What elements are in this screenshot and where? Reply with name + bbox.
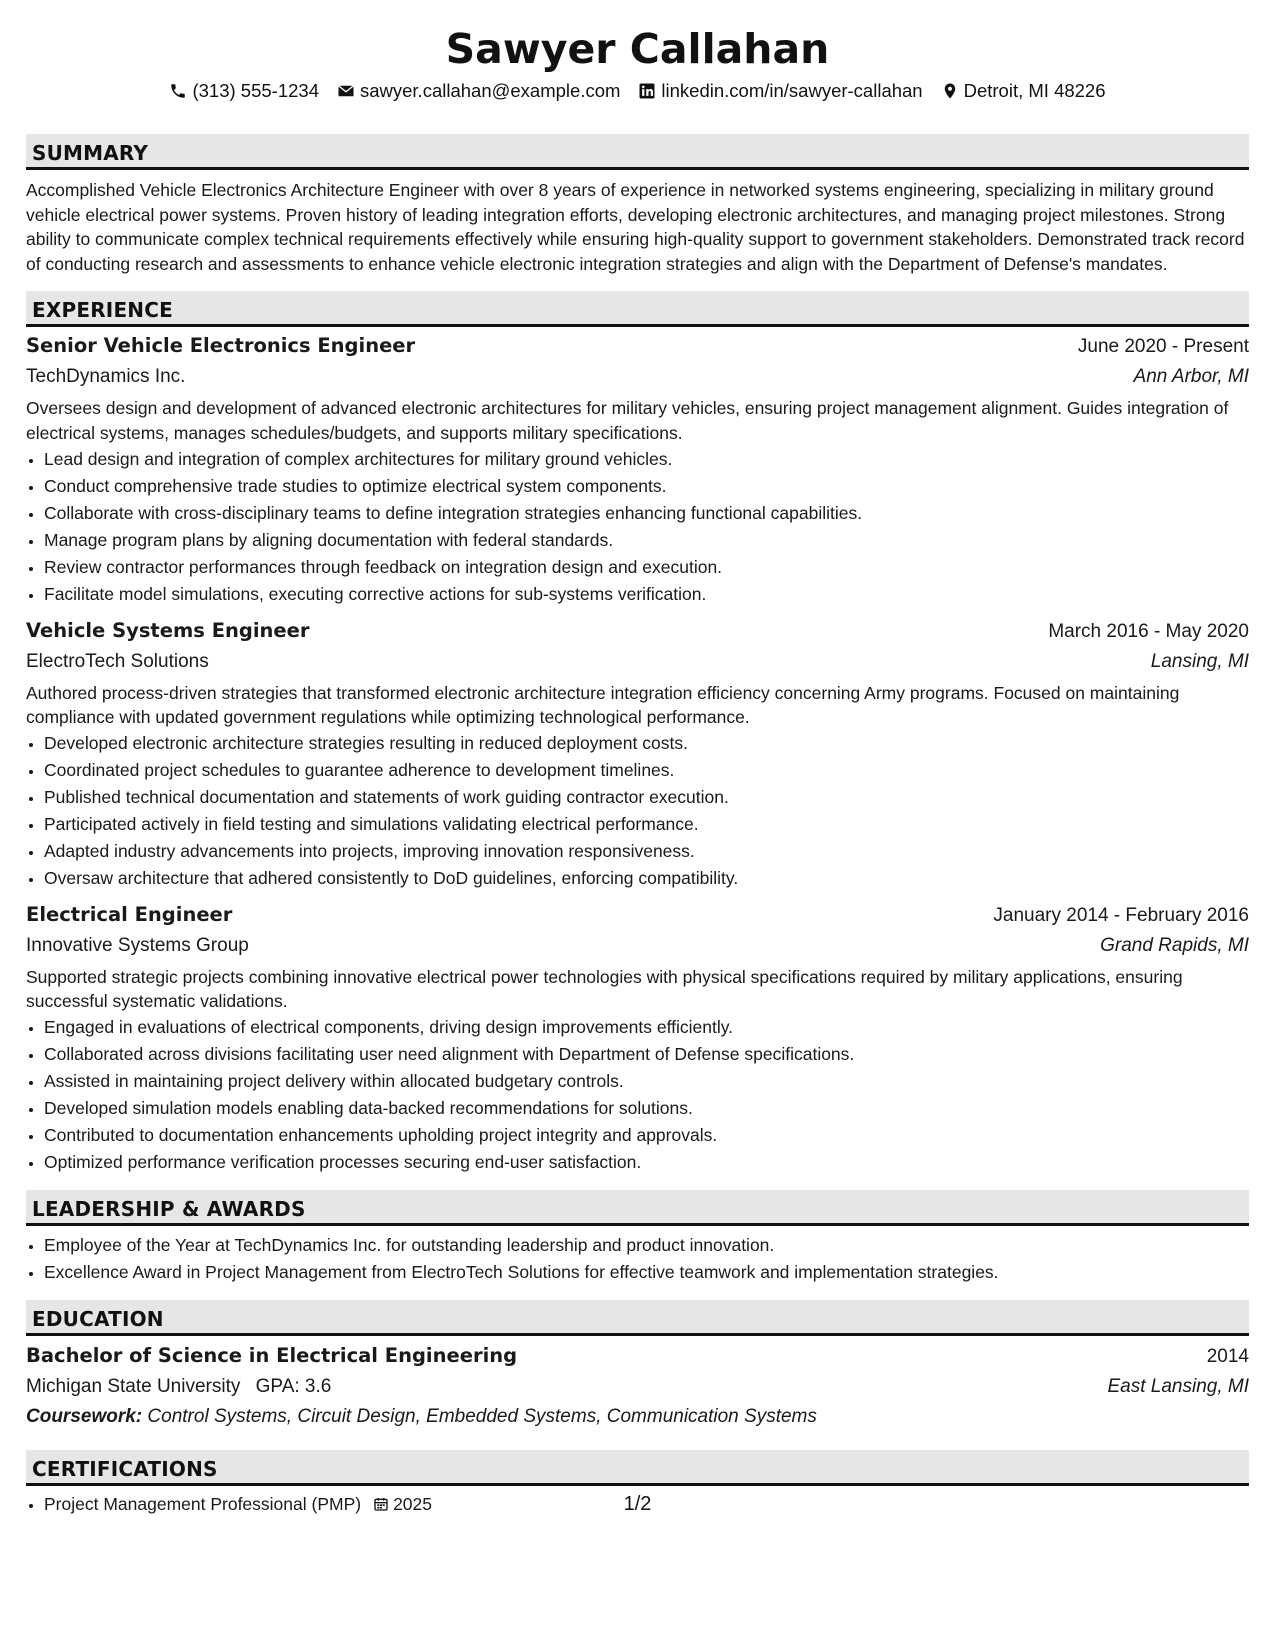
contact-bar	[26, 78, 1249, 104]
contact-linkedin[interactable]: linkedin.com/in/sawyer-callahan	[638, 78, 922, 104]
list-item: • Facilitate model simulations, executing corrective actions for sub-systems verification.	[44, 581, 1249, 608]
section-leadership-heading: LEADERSHIP & AWARDS	[26, 1190, 1249, 1226]
list-item: • Lead design and integration of complex architectures for military ground vehicles.	[44, 446, 1249, 473]
job-title: Electrical Engineer	[26, 902, 233, 926]
job-description: Authored process-driven strategies that transformed electronic architecture integration efficiency concerning Army programs. Focused on maintaining compliance with updated government regulations while optimizing technological performance.	[26, 682, 1180, 728]
job-location: Ann Arbor, MI	[1133, 366, 1249, 388]
phone-icon	[169, 82, 187, 100]
coursework-label: Coursework:	[26, 1405, 143, 1427]
job-dates: March 2016 - May 2020	[1048, 620, 1249, 642]
list-item: • Manage program plans by aligning documentation with federal standards.	[44, 527, 1249, 554]
leadership-bullets	[26, 1232, 1249, 1286]
page-number: 1/2	[623, 1493, 652, 1515]
certification-year: 2025	[393, 1493, 433, 1514]
school-location: East Lansing, MI	[1107, 1375, 1249, 1397]
resume-page	[26, 0, 1249, 1518]
section-education-heading: EDUCATION	[26, 1300, 1249, 1336]
degree-title: Bachelor of Science in Electrical Engineering	[26, 1343, 518, 1367]
list-item: • Published technical documentation and statements of work guiding contractor execution.	[44, 784, 1249, 811]
list-item: • Collaborated across divisions facilitating user need alignment with Department of Defense specifications.	[44, 1041, 1249, 1068]
job-company: TechDynamics Inc.	[26, 366, 186, 388]
contact-location: Detroit, MI 48226	[941, 78, 1106, 104]
list-item: • Employee of the Year at TechDynamics Inc. for outstanding leadership and product innovation.	[44, 1232, 1249, 1259]
envelope-icon	[337, 82, 355, 100]
job-entry	[26, 331, 1249, 607]
list-item: • Adapted industry advancements into projects, improving innovation responsiveness.	[44, 838, 1249, 865]
list-item: • Participated actively in field testing and simulations validating electrical performance.	[44, 811, 1249, 838]
gpa: GPA: 3.6	[255, 1375, 332, 1397]
job-title: Senior Vehicle Electronics Engineer	[26, 334, 416, 358]
coursework-list: Control Systems, Circuit Design, Embedded Systems, Communication Systems	[147, 1405, 817, 1427]
school-name: Michigan State University	[26, 1375, 241, 1397]
coursework	[26, 1402, 1249, 1432]
job-bullets	[26, 1014, 1249, 1176]
list-item: • Engaged in evaluations of electrical components, driving design improvements efficiently.	[44, 1014, 1249, 1041]
list-item: • Excellence Award in Project Management from ElectroTech Solutions for effective teamwork and implementation strategies.	[44, 1259, 1249, 1286]
job-title: Vehicle Systems Engineer	[26, 618, 310, 642]
certification-name: • Project Management Professional (PMP)	[44, 1493, 362, 1514]
job-company: ElectroTech Solutions	[26, 650, 209, 672]
list-item: • Assisted in maintaining project delivery within allocated budgetary controls.	[44, 1068, 1249, 1095]
contact-phone: (313) 555-1234	[169, 78, 319, 104]
job-description: Oversees design and development of advanced electronic architectures for military vehicles, ensuring project management alignment. Guides integration of electrical systems, manages schedules/budgets, and supports military specifications.	[26, 398, 1229, 443]
graduation-year: 2014	[1206, 1345, 1249, 1367]
summary-text: Accomplished Vehicle Electronics Architecture Engineer with over 8 years of experience in networked systems engineering, specializing in military ground vehicle electrical power systems. Proven history of leading integration efforts, developing electronic architectures, and managing project milestones. Strong ability to communicate complex technical requirements effectively while ensuring high-quality support to government stakeholders. Demonstrated track record of conducting research and assessments to enhance vehicle electronic integration strategies and align with the Department of Defense's mandates.	[26, 180, 1245, 274]
candidate-name: Sawyer Callahan	[445, 25, 830, 73]
job-dates: June 2020 - Present	[1077, 336, 1249, 358]
contact-email[interactable]: sawyer.callahan@example.com	[337, 78, 620, 104]
section-summary-heading: SUMMARY	[26, 134, 1249, 170]
list-item: • Coordinated project schedules to guarantee adherence to development timelines.	[44, 757, 1249, 784]
list-item: • Developed electronic architecture strategies resulting in reduced deployment costs.	[44, 730, 1249, 757]
list-item: • Optimized performance verification processes securing end-user satisfaction.	[44, 1149, 1249, 1176]
job-entry	[26, 616, 1249, 892]
linkedin-icon	[638, 82, 656, 100]
list-item: • Collaborate with cross-disciplinary teams to define integration strategies enhancing functional capabilities.	[44, 500, 1249, 527]
list-item: • Review contractor performances through feedback on integration design and execution.	[44, 554, 1249, 581]
job-company: Innovative Systems Group	[26, 934, 249, 956]
list-item: • Conduct comprehensive trade studies to optimize electrical system components.	[44, 473, 1249, 500]
job-bullets	[26, 730, 1249, 892]
job-bullets	[26, 446, 1249, 608]
job-dates: January 2014 - February 2016	[993, 904, 1249, 926]
list-item: • Developed simulation models enabling data-backed recommendations for solutions.	[44, 1095, 1249, 1122]
job-description: Supported strategic projects combining innovative electrical power technologies with physical specifications required by military applications, ensuring successful systematic validations.	[26, 966, 1183, 1012]
list-item: • Oversaw architecture that adhered consistently to DoD guidelines, enforcing compatibility.	[44, 865, 1249, 892]
section-certifications-heading: CERTIFICATIONS	[26, 1450, 1249, 1486]
job-entry	[26, 900, 1249, 1176]
job-location: Grand Rapids, MI	[1100, 934, 1249, 956]
map-pin-icon	[941, 82, 959, 100]
section-experience-heading: EXPERIENCE	[26, 291, 1249, 327]
education-entry	[26, 1341, 1249, 1432]
list-item: • Contributed to documentation enhancements upholding project integrity and approvals.	[44, 1122, 1249, 1149]
job-location: Lansing, MI	[1150, 650, 1249, 672]
